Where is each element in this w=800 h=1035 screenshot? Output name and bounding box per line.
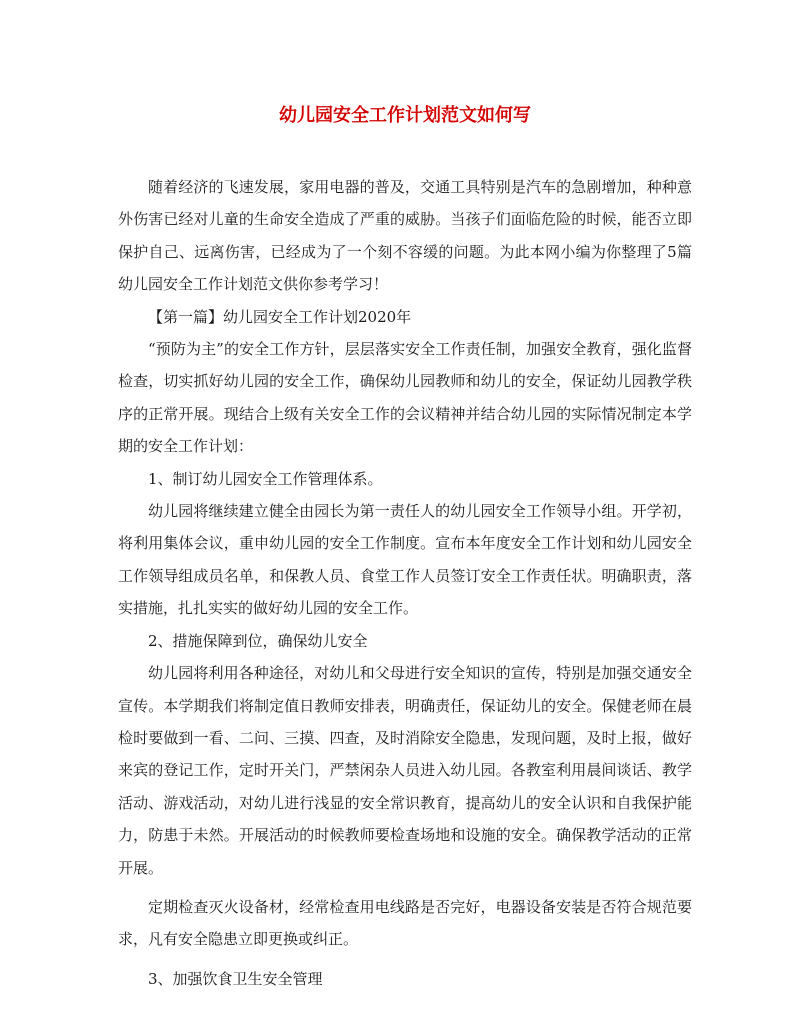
item-heading-3: 3、加强饮食卫生安全管理: [148, 969, 323, 988]
document-title: 幼儿园安全工作计划范文如何写: [279, 105, 531, 126]
intro-paragraph: 随着经济的飞速发展，家用电器的普及，交通工具特别是汽车的急剧增加，种种意外伤害已经对儿童的生命安全造成了严重的威胁。当孩子们面临危险的时候，能否立即保护自己、远离伤害，已经成为了一个刻不容缓的问题。为此本网小编为你整理了5篇幼儿园安全工作计划范文供你参考学习！: [118, 178, 692, 294]
item-heading-2: 2、措施保障到位，确保幼儿安全: [148, 631, 368, 650]
item-heading-1: 1、制订幼儿园安全工作管理体系。: [148, 469, 383, 488]
item-1-paragraph: 幼儿园将继续建立健全由园长为第一责任人的幼儿园安全工作领导小组。开学初，将利用集体会议，重申幼儿园的安全工作制度。宣布本年度安全工作计划和幼儿园安全工作领导组成员名单，和保教人员、食堂工作人员签订安全工作责任状。明确职责，落实措施，扎扎实实的做好幼儿园的安全工作。: [118, 502, 692, 618]
document-body: [118, 171, 692, 995]
section-heading-first-article: 【第一篇】幼儿园安全工作计划2020年: [148, 307, 412, 326]
item-2-paragraph: 幼儿园将利用各种途径，对幼儿和父母进行安全知识的宣传，特别是加强交通安全宣传。本学期我们将制定值日教师安排表，明确责任，保证幼儿的安全。保健老师在晨检时要做到一看、二问、三摸、四查，及时消除安全隐患，发现问题，及时上报，做好来宾的登记工作，定时开关门，严禁闲杂人员进入幼儿园。各教室利用晨间谈话、教学活动、游戏活动，对幼儿进行浅显的安全常识教育，提高幼儿的安全认识和自我保护能力，防患于未然。开展活动的时候教师要检查场地和设施的安全。确保教学活动的正常开展。: [118, 664, 692, 877]
fire-equipment-paragraph: 定期检查灭火设备材，经常检查用电线路是否完好，电器设备安装是否符合规范要求，凡有安全隐患立即更换或纠正。: [118, 897, 692, 949]
policy-paragraph: “预防为主”的安全工作方针，层层落实安全工作责任制，加强安全教育，强化监督检查，切实抓好幼儿园的安全工作，确保幼儿园教师和幼儿的安全，保证幼儿园教学秩序的正常开展。现结合上级有关安全工作的会议精神并结合幼儿园的实际情况制定本学期的安全工作计划：: [118, 340, 692, 456]
document-page: [118, 0, 692, 1035]
